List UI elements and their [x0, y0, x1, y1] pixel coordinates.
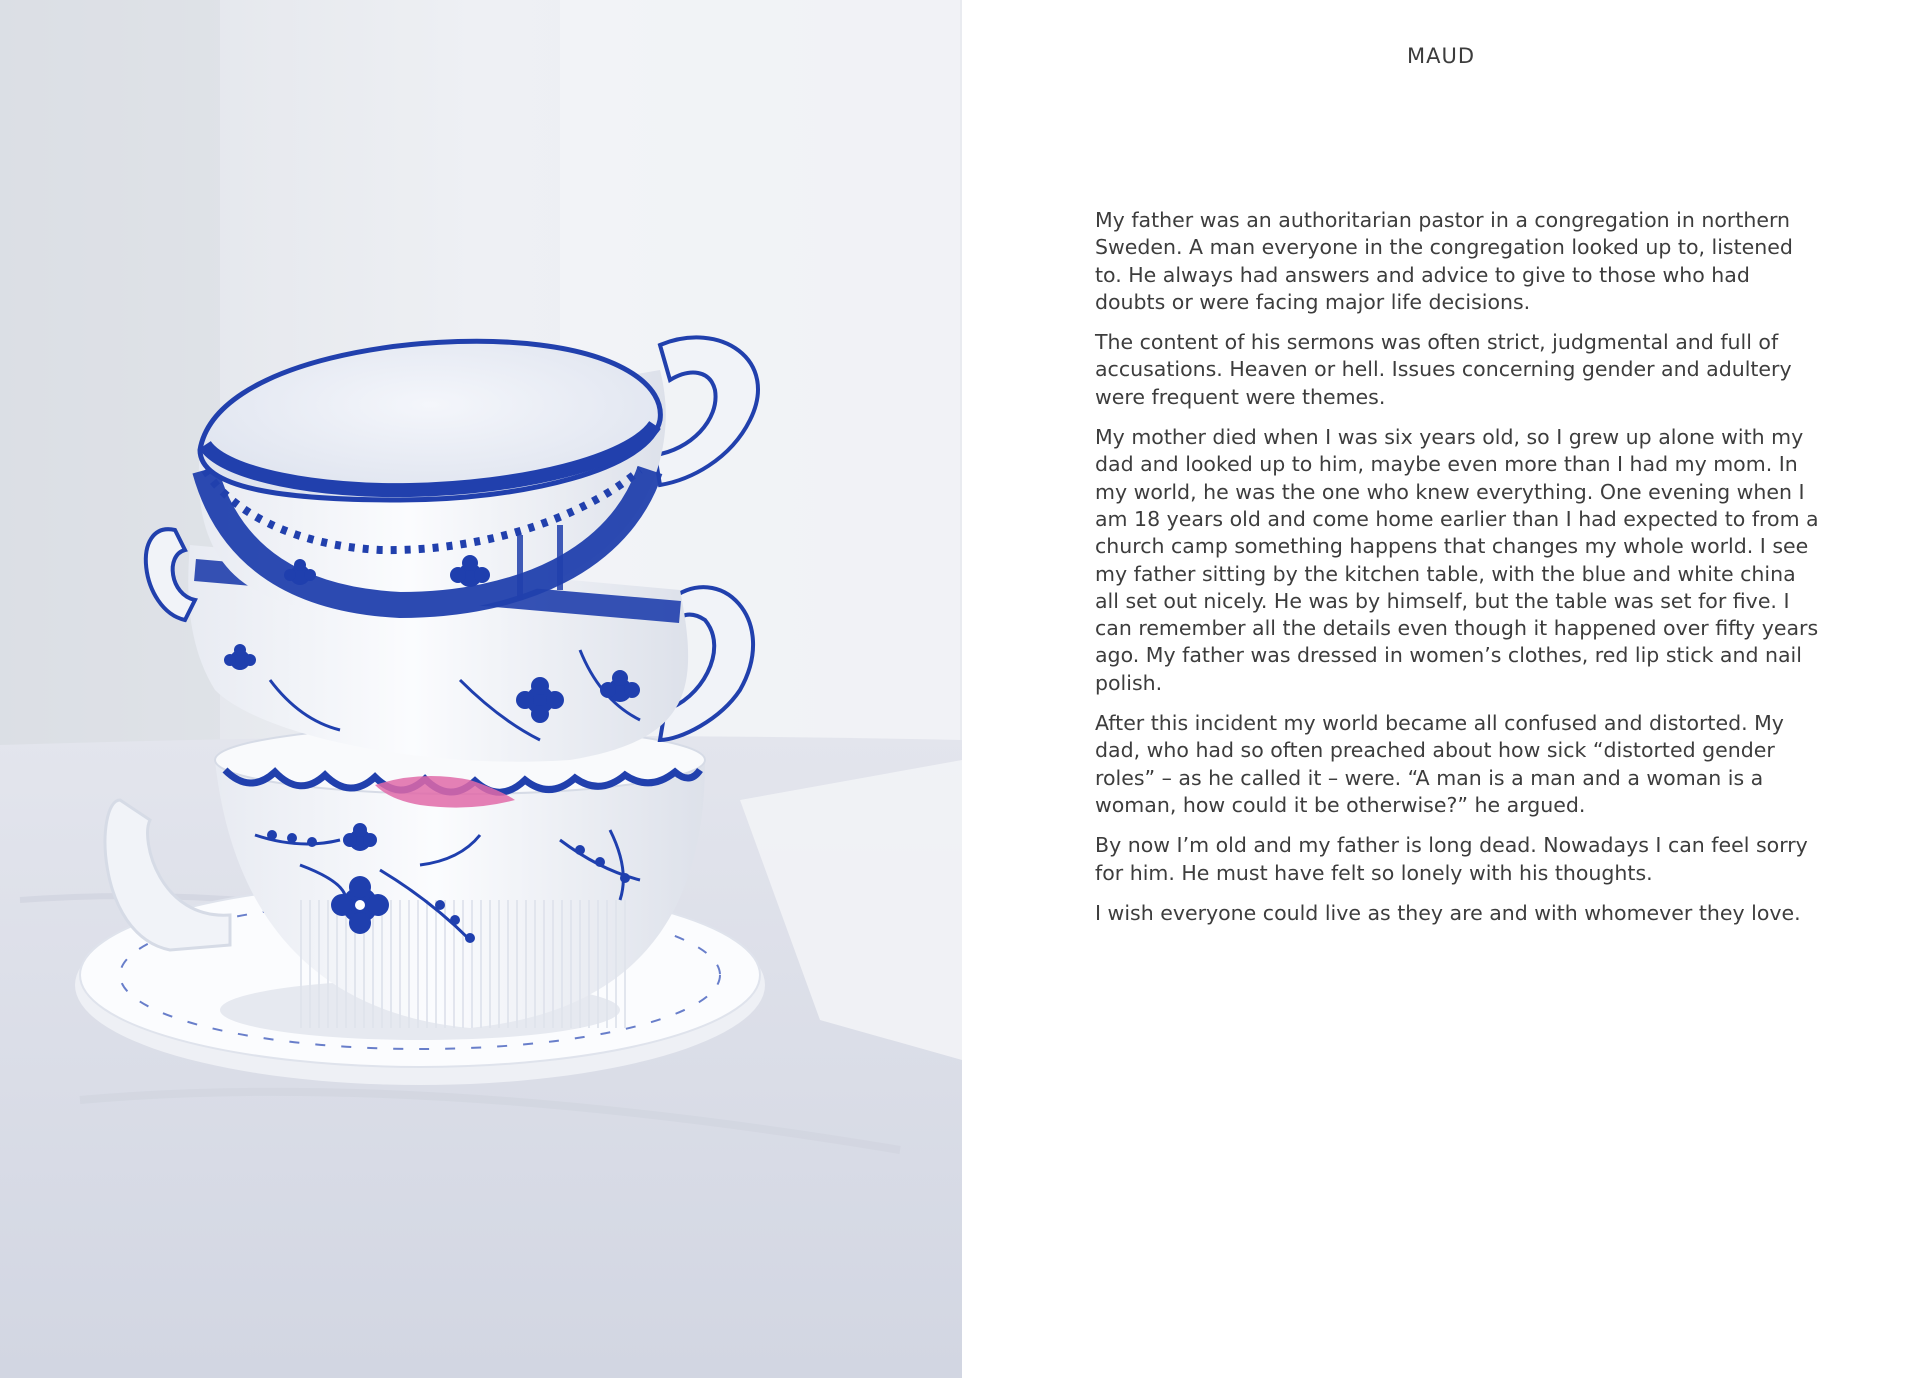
story-paragraph: The content of his sermons was often strict, judgmental and full of accusations. Heaven or hell. Issues concerning gender and adultery were frequent were themes.	[1095, 330, 1792, 409]
story-paragraph: After this incident my world became all confused and distorted. My dad, who had so often preached about how sick “distorted gender roles” – as he called it – were. “A man is a man and a woman is a woman, how could it be otherwise?” he argued.	[1095, 711, 1784, 817]
story-page	[962, 0, 1920, 1378]
story-paragraph: By now I’m old and my father is long dead. Nowadays I can feel sorry for him. He must have felt so lonely with his thoughts.	[1095, 833, 1808, 885]
story-title: MAUD	[1406, 44, 1476, 68]
story-paragraph: My father was an authoritarian pastor in a congregation in northern Sweden. A man everyone in the congregation looked up to, listened to. He always had answers and advice to give to those who had doubts or were facing major life decisions.	[1095, 208, 1793, 314]
story-paragraph: I wish everyone could live as they are and with whomever they love.	[1095, 900, 1801, 925]
story-body	[1095, 207, 1825, 940]
story-paragraph: My mother died when I was six years old, so I grew up alone with my dad and looked up to him, maybe even more than I had my mom. In my world, he was the one who knew everything. One evening when I am 18 years old and come home earlier than I had expected to from a church camp something happens that changes my whole world. I see my father sitting by the kitchen table, with the blue and white china all set out nicely. He was by himself, but the table was set for five. I can remember all the details even though it happened over fifty years ago. My father was dressed in women’s clothes, red lip stick and nail polish.	[1095, 425, 1819, 695]
